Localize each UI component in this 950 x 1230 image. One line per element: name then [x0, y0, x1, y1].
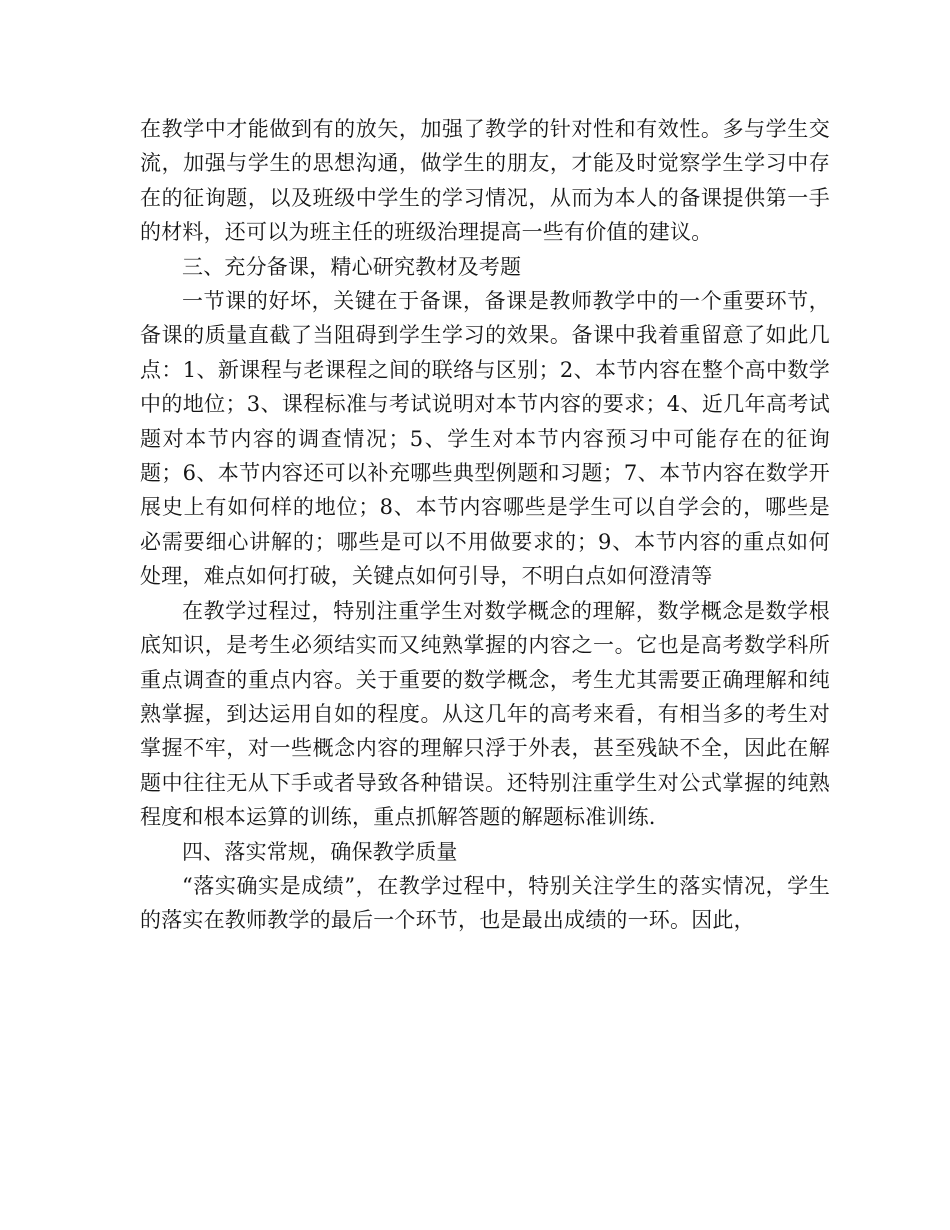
document-body — [140, 112, 830, 938]
section-heading-3: 三、充分备课，精心研究教材及考题 — [182, 254, 522, 279]
section-heading-4: 四、落实常规，确保教学质量 — [182, 839, 458, 864]
paragraph-implementation: “落实确实是成绩”，在教学过程中，特别关注学生的落实情况，学生的落实在教师教学的最后一个环节，也是最出成绩的一环。因此， — [140, 873, 830, 933]
paragraph-lesson-preparation: 一节课的好坏，关键在于备课，备课是教师教学中的一个重要环节，备课的质量直截了当阻碍到学生学习的效果。备课中我着重留意了如此几点：1、新课程与老课程之间的联络与区别；2、本节内容在整个高中数学中的地位；3、课程标准与考试说明对本节内容的要求；4、近几年高考试题对本节内容的调查情况；5、学生对本节内容预习中可能存在的征询题；6、本节内容还可以补充哪些典型例题和习题；7、本节内容在数学开展史上有如何样的地位；8、本节内容哪些是学生可以自学会的，哪些是必需要细心讲解的；哪些是可以不用做要求的；9、本节内容的重点如何处理，难点如何打破，关键点如何引导，不明白点如何澄清等 — [140, 289, 830, 589]
paragraph-math-concepts: 在教学过程过，特别注重学生对数学概念的理解，数学概念是数学根底知识，是考生必须结实而又纯熟掌握的内容之一。它也是高考数学科所重点调查的重点内容。关于重要的数学概念，考生尤其需要正确理解和纯熟掌握，到达运用自如的程度。从这几年的高考来看，有相当多的考生对掌握不牢，对一些概念内容的理解只浮于外表，甚至残缺不全，因此在解题中往往无从下手或者导致各种错误。还特别注重学生对公式掌握的纯熟程度和根本运算的训练，重点抓解答题的解题标准训练. — [140, 598, 830, 830]
paragraph-teaching-communication: 在教学中才能做到有的放矢，加强了教学的针对性和有效性。多与学生交流，加强与学生的思想沟通，做学生的朋友，才能及时觉察学生学习中存在的征询题，以及班级中学生的学习情况，从而为本人的备课提供第一手的材料，还可以为班主任的班级治理提高一些有价值的建议。 — [140, 117, 830, 245]
